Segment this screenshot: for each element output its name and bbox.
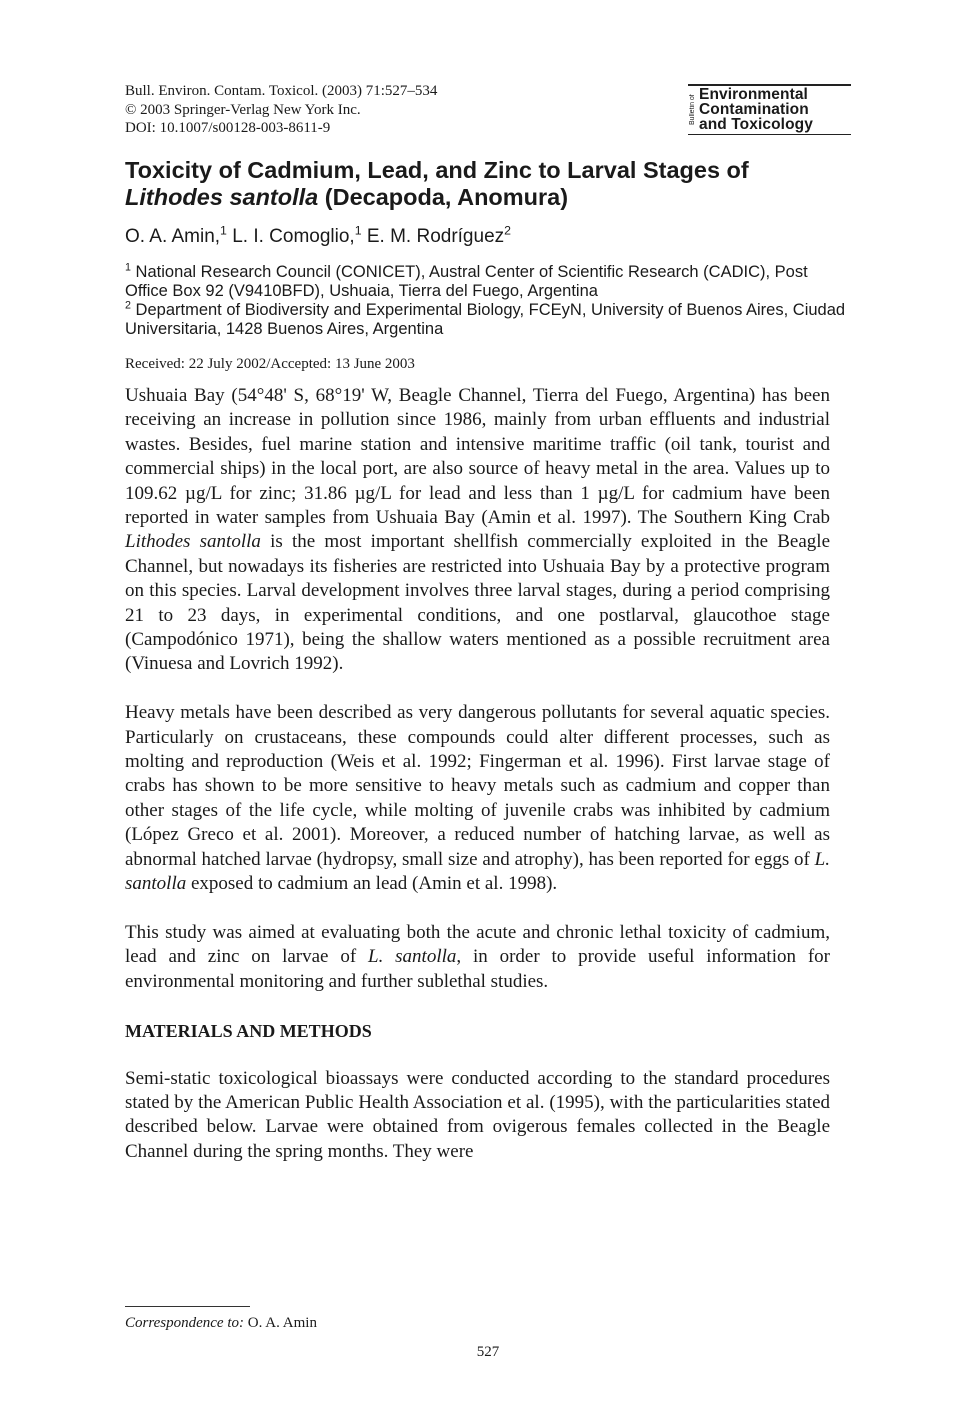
affiliation-2	[125, 301, 855, 339]
body-paragraph-4: Semi-static toxicological bioassays were conducted according to the standard procedures stated by the American Public Health Association et al. (1995), with the particularities stated described below. Larvae were obtained from ovigerous females collected in the Beagle Channel during the spring months. They were	[125, 1067, 830, 1162]
footnote-name: O. A. Amin	[244, 1315, 317, 1331]
p2-text-a: Heavy metals have been described as very dangerous pollutants for several aquatic species. Particularly on crustaceans, these compounds could alter different processes, such as molting and reproduction (Weis et al. 1992; Fingerman et al. 1996). First larvae stage of crabs has shown to be more sensitive to heavy metals such as cadmium and copper than other stages of the life cycle, while molting of juvenile crabs was inhibited by cadmium (López Greco et al. 2001). Moreover, a reduced number of hatching larvae, as well as abnormal hatched larvae (hydropsy, small size and atrophy), has been reported for eggs of	[125, 702, 830, 870]
received-dates: Received: 22 July 2002/Accepted: 13 June 2003	[125, 356, 415, 372]
logo-line-environmental: Environmental	[699, 85, 808, 103]
author-comoglio-affiliation: 1	[354, 223, 362, 238]
affiliations	[125, 263, 855, 339]
author-amin-affiliation: 1	[220, 223, 227, 238]
affiliation-2-number: 2	[125, 299, 131, 312]
body-paragraph-3	[125, 921, 830, 994]
p2-species: L. santolla	[125, 848, 830, 895]
title-part1: Toxicity of Cadmium, Lead, and Zinc to Larval Stages of	[125, 157, 749, 183]
doi-line: DOI: 10.1007/s00128-003-8611-9	[125, 120, 331, 136]
page-number: 527	[476, 1344, 500, 1360]
author-comoglio: L. I. Comoglio,	[226, 226, 355, 247]
logo-line-toxicology: and Toxicology	[699, 115, 813, 133]
footnote-rule	[125, 1306, 250, 1307]
affiliation-1-number: 1	[125, 261, 131, 274]
logo-bulletin-of: Bulletin of	[689, 93, 696, 125]
p1-text-a: Ushuaia Bay (54°48' S, 68°19' W, Beagle Channel, Tierra del Fuego, Argentina) has been receiving an increase in pollution since 1986, mainly from urban effluents and industrial wastes. Besides, fuel marine station and intensive maritime traffic (oil tank, tourist and commercial ships) in the local port, are also source of heavy metal in the area. Values up to 109.62 µg/L for zinc; 31.86 µg/L for lead and less than 1 µg/L for cadmium have been reported in water samples from Ushuaia Bay (Amin et al. 1997). The Southern King Crab	[125, 385, 830, 529]
footnote	[125, 1306, 317, 1332]
p1-text-b: is the most important shellfish commercially exploited in the Beagle Channel, but nowadays its fisheries are restricted into Ushuaia Bay by a protective program on this species. Larval development involves three larval stages, during a period comprising 21 to 23 days, in experimental conditions, and one postlarval, glaucothoe stage (Campodónico 1971), being the shallow waters mentioned as a possible recruitment area (Vinuesa and Lovrich 1992).	[125, 531, 831, 675]
affiliation-2-text: Department of Biodiversity and Experimental Biology, FCEyN, University of Buenos Aires, Ciudad Universitaria, 1428 Buenos Aires, Argentina	[125, 301, 846, 338]
author-amin: O. A. Amin,	[125, 226, 221, 247]
section-heading-methods: MATERIALS AND METHODS	[125, 1020, 372, 1041]
author-list	[125, 225, 511, 249]
logo-line-contamination: Contamination	[699, 100, 809, 118]
p3-text-a: This study was aimed at evaluating both the acute and chronic lethal toxicity of cadmium, lead and zinc on larvae of	[125, 921, 830, 968]
p2-text-b: exposed to cadmium an lead (Amin et al. 1998).	[186, 873, 558, 895]
citation-line: Bull. Environ. Contam. Toxicol. (2003) 71:527–534	[125, 83, 438, 99]
citation-header	[125, 82, 437, 138]
body-paragraph-1	[125, 384, 830, 677]
affiliation-1	[125, 263, 855, 301]
author-rodriguez-affiliation: 2	[504, 223, 512, 238]
author-rodriguez: E. M. Rodríguez	[361, 226, 505, 247]
affiliation-1-text: National Research Council (CONICET), Austral Center of Scientific Research (CADIC), Post Office Box 92 (V9410BFD), Ushuaia, Tierra del Fuego, Argentina	[125, 263, 808, 300]
p1-species: Lithodes santolla	[125, 531, 261, 553]
paper-title	[125, 157, 845, 211]
article-body	[125, 384, 830, 1189]
logo-bottom-rule	[688, 134, 851, 136]
p3-species: L. santolla	[368, 946, 457, 968]
copyright-line: © 2003 Springer-Verlag New York Inc.	[125, 101, 361, 118]
journal-logo	[688, 84, 851, 135]
title-species: Lithodes santolla	[125, 184, 319, 210]
body-paragraph-2	[125, 701, 830, 896]
p3-text-b: , in order to provide useful information for environmental monitoring and further sublethal studies.	[125, 946, 830, 992]
footnote-label: Correspondence to:	[125, 1315, 245, 1331]
title-part2: (Decapoda, Anomura)	[318, 184, 569, 210]
